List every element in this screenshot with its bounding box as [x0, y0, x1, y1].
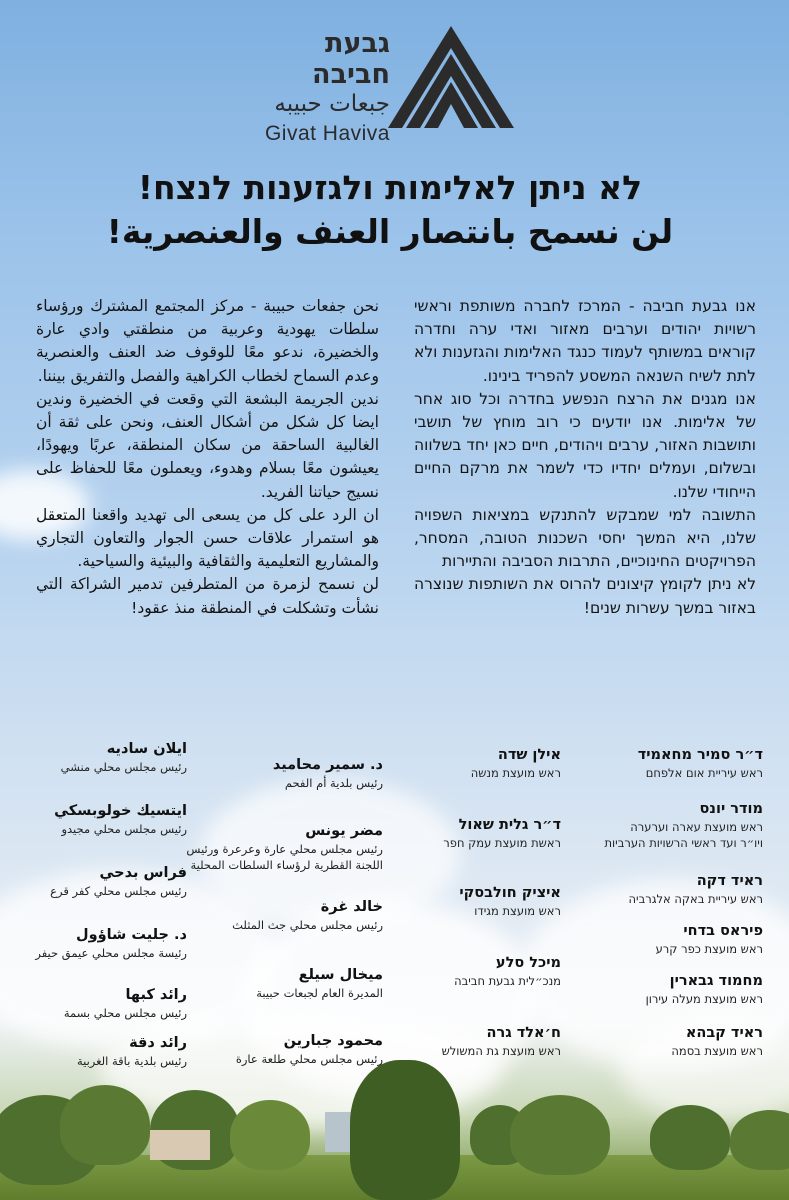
- signatory-role: ראש מועצת מנשה: [470, 766, 561, 780]
- logo-hebrew: גבעת חביבה: [312, 28, 390, 91]
- hebrew-statement: [414, 295, 756, 620]
- signatory-name: מיכל סלע: [495, 955, 561, 971]
- logo-english: Givat Haviva: [264, 121, 390, 145]
- tree: [650, 1105, 730, 1170]
- house: [150, 1130, 210, 1160]
- signatory-role: מנכ״לית גבעת חביבה: [454, 974, 561, 988]
- headline-arabic: لن نسمح بانتصار العنف والعنصرية!: [106, 212, 674, 251]
- signatory-name: د. سمير محاميد: [272, 757, 383, 773]
- tree: [510, 1095, 610, 1175]
- signatory-role: ראש מועצת גת המשולש: [441, 1044, 561, 1058]
- signatory-role: ויו״ר ועד ראשי הרשויות הערביות: [604, 836, 763, 850]
- signatory: [77, 1034, 187, 1069]
- signatory: [50, 864, 187, 899]
- signatory-role: ראש מועצת עארה וערערה: [630, 820, 763, 834]
- signatory-role: رئيس مجلس محلي بسمة: [63, 1006, 187, 1020]
- signatory: [64, 986, 187, 1021]
- signatory-name: איציק חולבסקי: [459, 885, 561, 901]
- signatory: [186, 822, 383, 873]
- signatory: [646, 972, 763, 1007]
- signatory: [35, 926, 187, 961]
- signatory-name: ميخال سيلع: [298, 967, 383, 983]
- arabic-paragraph: نحن جفعات حبيبة - مركز المجتمع المشترك ورؤساء سلطات يهودية وعربية من منطقتي وادي عارة والخضيرة، ندعو معًا للوقوف ضد العنف والعنصرية وعدم السماح لخطاب الكراهية والفصل والتفريق بيننا.: [36, 297, 379, 385]
- signatory-role: المديرة العام لجبعات حبيبة: [256, 986, 383, 1000]
- signatory: [236, 1032, 383, 1067]
- signatory-name: ראיד דקה: [696, 873, 763, 889]
- tree: [230, 1100, 310, 1170]
- hebrew-paragraph: לא ניתן לקומץ קיצונים להרוס את השותפות שנוצרה באזור במשך עשרות שנים!: [414, 575, 756, 617]
- signatory-role: ראש מועצת כפר קרע: [655, 942, 763, 956]
- arabic-paragraph: ندين الجريمة البشعة التي وقعت في الخضيرة وندين ايضا كل شكل من أشكال العنف، ونحن على ثقة أن الغالبية الساحقة من سكان المنطقة، عربًا ويهودًا، يعيشون معًا بسلام وهدوء، ويعملون معًا للحفاظ على نسيج حياتنا الفريد.: [36, 389, 379, 501]
- signatory-name: ראיד קבהא: [685, 1025, 763, 1041]
- hebrew-paragraph: אנו מגנים את הרצח הנפשע בחדרה וכל סוג אחר של אלימות. אנו יודעים כי רוב מוחץ של תושבי ותושבות האזור, ערבים ויהודים, חיים כאן יחד בשלווה ובשלום, ועמלים יחדיו כדי לשמר את מרקם החיים הייחודי שלנו.: [414, 389, 756, 501]
- signatory-name: ايلان ساديه: [106, 741, 187, 757]
- arabic-paragraph: ان الرد على كل من يسعى الى تهديد واقعنا المتعقل هو استمرار علاقات حسن الجوار والتعاون التجاري والمشاريع التعليمية والثقافية والبيئية والسياحية.: [36, 505, 379, 571]
- signatory-name: מודר יונס: [699, 801, 763, 817]
- signatory: [54, 802, 187, 837]
- signatory-role: رئيسة مجلس محلي عيمق حيفر: [35, 946, 187, 960]
- signatory-name: מחמוד גבארין: [669, 973, 763, 989]
- arabic-statement: [36, 295, 379, 620]
- signatory-name: رائد دقة: [129, 1035, 187, 1051]
- signatory-role: ראש עיריית באקה אלגרביה: [628, 892, 763, 906]
- logo-text: [240, 28, 390, 147]
- signatory: [454, 954, 561, 989]
- hebrew-paragraph: אנו גבעת חביבה - המרכז לחברה משותפת וראשי רשויות יהודים וערבים מאזור ואדי ערה וחדרה קוראים במשותף לעמוד כנגד האלימות והגזענות ולא לתת לשיח השנאה המשסע להפריד בינינו.: [414, 297, 756, 385]
- signatory: [61, 740, 187, 775]
- signatory: [471, 746, 561, 781]
- signatory-role: اللجنة القطرية لرؤساء السلطات المحلية: [190, 858, 383, 872]
- signatory-role: رئيس مجلس محلي مجيدو: [61, 822, 187, 836]
- signatory-name: ח׳אלד גרה: [486, 1025, 561, 1041]
- signatory-role: ראש מועצת מגידו: [474, 904, 561, 918]
- logo-arabic: جبعات حبيبه: [274, 91, 390, 118]
- signatory-role: رئيس مجلس محلي جث المثلث: [232, 918, 383, 932]
- signatory: [442, 1024, 561, 1059]
- signatory: [629, 872, 763, 907]
- logo-mark-icon: [388, 24, 514, 130]
- signatory-name: محمود جبارين: [283, 1033, 383, 1049]
- signatory: [656, 922, 763, 957]
- signatory: [604, 800, 763, 851]
- signatory: [443, 816, 561, 851]
- signatory-name: رائد كبها: [125, 987, 187, 1003]
- signatory-role: ראשת מועצת עמק חפר: [443, 836, 561, 850]
- signatory-name: ايتسيك خولوبسكي: [54, 803, 187, 819]
- signatory-role: ראש מועצת בסמה: [671, 1044, 763, 1058]
- signatory-name: مضر يونس: [305, 823, 383, 839]
- tree: [60, 1085, 150, 1165]
- signatory-role: رئيس مجلس محلي عارة وعرعرة ورئيس: [186, 842, 383, 856]
- signatory: [459, 884, 561, 919]
- arabic-paragraph: لن نسمح لزمرة من المتطرفين تدمير الشراكة التي نشأت وتشكلت في المنطقة منذ عقود!: [36, 575, 379, 617]
- signatory: [273, 756, 383, 791]
- signatory: [671, 1024, 763, 1059]
- signatory-role: رئيس مجلس محلي طلعة عارة: [235, 1052, 383, 1066]
- signatory-name: פיראס בדחי: [683, 923, 763, 939]
- signatory-role: رئيس مجلس محلي منشي: [60, 760, 187, 774]
- signatory: [638, 746, 763, 781]
- tree: [350, 1060, 460, 1200]
- hebrew-paragraph: התשובה למי שמבקש להתנקש במציאות השפויה שלנו, היא המשך יחסי השכנות הטובה, המסחר, הפרויקטים החינוכיים, התרבות הסביבה והתיירות: [414, 505, 756, 571]
- signatory-name: אילן שדה: [497, 747, 561, 763]
- signatory-role: ראש מועצת מעלה עירון: [645, 992, 763, 1006]
- headline-hebrew: לא ניתן לאלימות ולגזענות לנצח!: [137, 168, 643, 207]
- signatory: [232, 898, 383, 933]
- signatory-name: ד״ר גלית שאול: [458, 817, 561, 833]
- signatory-role: رئيس مجلس محلي كفر قرع: [50, 884, 187, 898]
- signatory-name: ד״ר סמיר מחאמיד: [637, 747, 763, 763]
- signatory: [256, 966, 383, 1001]
- signatory-name: د. جليت شاؤول: [76, 927, 187, 943]
- signatory-name: فراس بدحي: [99, 865, 187, 881]
- signatory-role: ראש עיריית אום אלפחם: [645, 766, 763, 780]
- signatory-name: خالد غرة: [320, 899, 383, 915]
- signatory-role: رئيس بلدية باقة الغربية: [76, 1054, 187, 1068]
- signatory-role: رئيس بلدية أم الفحم: [284, 776, 383, 790]
